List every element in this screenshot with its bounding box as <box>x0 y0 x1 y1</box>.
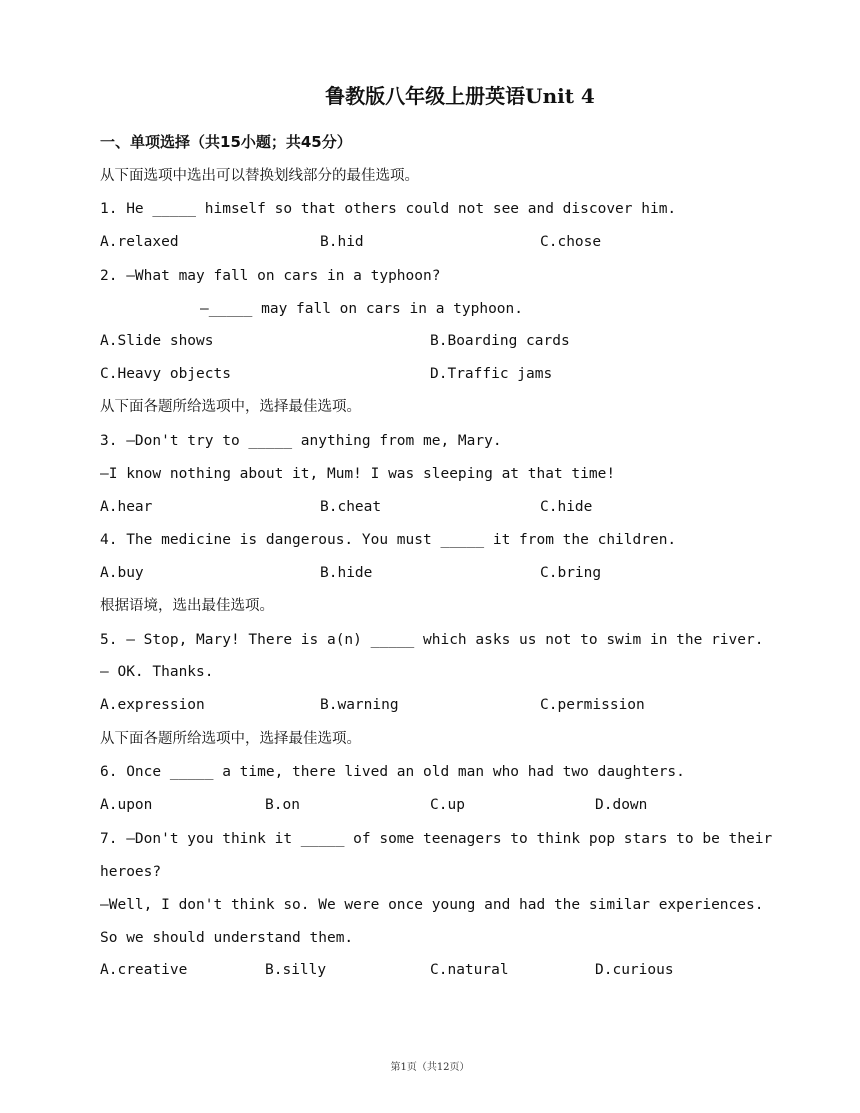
q6-option-b: B.on <box>265 797 300 813</box>
instruction-text: 从下面各题所给选项中，选择最佳选项。 <box>100 731 361 747</box>
question-1-stem: 1. He _____ himself so that others could not see and discover him. <box>100 201 677 217</box>
q5-option-a: A.expression <box>100 697 205 713</box>
q4-option-a: A.buy <box>100 565 144 581</box>
instruction-text: 根据语境，选出最佳选项。 <box>100 598 274 614</box>
q1-option-b: B.hid <box>320 234 364 250</box>
question-3-answer-line: —I know nothing about it, Mum! I was sleeping at that time! <box>100 466 616 482</box>
q7-option-c: C.natural <box>430 962 509 978</box>
q2-option-a: A.Slide shows <box>100 333 214 349</box>
question-4-stem: 4. The medicine is dangerous. You must _____ it from the children. <box>100 532 677 548</box>
q5-option-b: B.warning <box>320 697 399 713</box>
q3-option-c: C.hide <box>540 499 593 515</box>
page-title: 鲁教版八年级上册英语Unit 4 <box>325 84 595 108</box>
q3-option-b: B.cheat <box>320 499 382 515</box>
q5-option-c: C.permission <box>540 697 645 713</box>
q2-option-d: D.Traffic jams <box>430 366 553 382</box>
q3-option-a: A.hear <box>100 499 153 515</box>
question-6-stem: 6. Once _____ a time, there lived an old man who had two daughters. <box>100 764 685 780</box>
q1-option-a: A.relaxed <box>100 234 179 250</box>
question-5-answer-line: — OK. Thanks. <box>100 664 214 680</box>
question-2-answer-line: —_____ may fall on cars in a typhoon. <box>200 301 524 317</box>
q4-option-b: B.hide <box>320 565 373 581</box>
question-7-stem-continued: heroes? <box>100 864 162 880</box>
q7-option-b: B.silly <box>265 962 327 978</box>
question-7-answer-line: —Well, I don't think so. We were once young and had the similar experiences. <box>100 897 764 913</box>
q1-option-c: C.chose <box>540 234 602 250</box>
page-footer: 第1页（共12页） <box>390 1062 470 1073</box>
instruction-text: 从下面各题所给选项中，选择最佳选项。 <box>100 399 361 415</box>
q6-option-d: D.down <box>595 797 648 813</box>
question-5-stem: 5. — Stop, Mary! There is a(n) _____ which asks us not to swim in the river. <box>100 632 764 648</box>
q7-option-a: A.creative <box>100 962 188 978</box>
question-3-stem: 3. —Don't try to _____ anything from me, Mary. <box>100 433 502 449</box>
q6-option-c: C.up <box>430 797 465 813</box>
q2-option-b: B.Boarding cards <box>430 333 570 349</box>
q2-option-c: C.Heavy objects <box>100 366 231 382</box>
q6-option-a: A.upon <box>100 797 153 813</box>
q4-option-c: C.bring <box>540 565 602 581</box>
q7-option-d: D.curious <box>595 962 674 978</box>
section-heading: 一、单项选择（共15小题；共45分） <box>100 133 352 151</box>
question-2-stem: 2. —What may fall on cars in a typhoon? <box>100 268 441 284</box>
question-7-answer-line-continued: So we should understand them. <box>100 930 354 946</box>
question-7-stem: 7. —Don't you think it _____ of some teenagers to think pop stars to be their <box>100 831 773 847</box>
instruction-text: 从下面选项中选出可以替换划线部分的最佳选项。 <box>100 168 419 184</box>
